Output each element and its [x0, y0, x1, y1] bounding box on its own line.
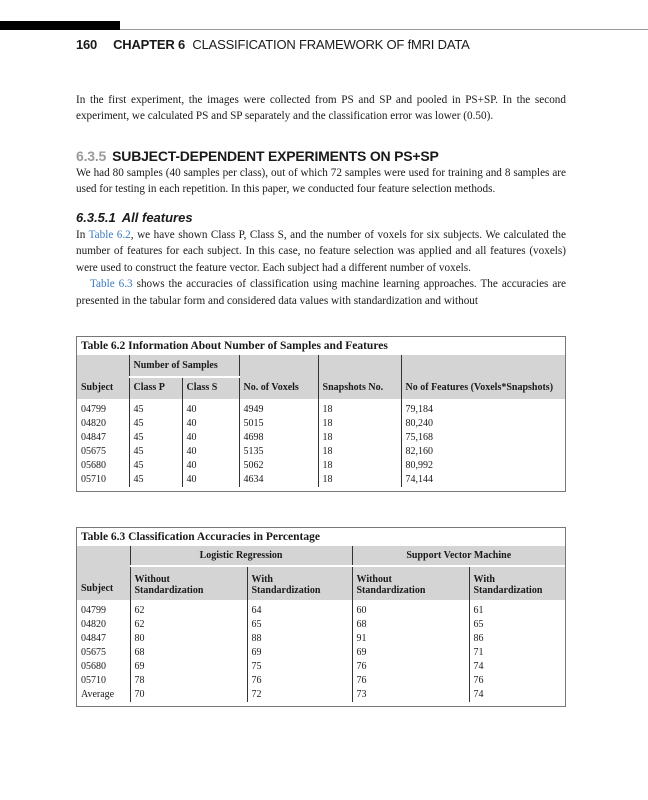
col-header-subject: Subject [77, 546, 130, 600]
table-cell: Average [81, 689, 115, 700]
table-cell: 74 [469, 660, 565, 674]
table-cell: 45 [129, 445, 182, 459]
table-cell: 18 [318, 417, 401, 431]
table-caption: Table 6.2 Information About Number of Samples and Features [81, 340, 388, 352]
table-row [77, 632, 565, 646]
paragraph-2: We had 80 samples (40 samples per class), out of which 72 samples were used for training and 8 samples are used for testing in each repetition. In this paper, we conducted four feature selection methods. [76, 167, 566, 196]
header-line: Without [356, 574, 392, 585]
table-row [77, 674, 565, 688]
table-cell: 05675 [81, 446, 106, 457]
table-cell: 04820 [81, 619, 106, 630]
paragraph-3 [76, 227, 566, 309]
table-cell: 62 [130, 600, 247, 618]
table-cell: 72 [247, 688, 352, 702]
chapter-label: CHAPTER 6 [113, 37, 185, 52]
header-line: With [251, 574, 273, 585]
section-number: 6.3.5 [76, 148, 107, 164]
table-cell: 05680 [81, 661, 106, 672]
header-line: Standardization [473, 585, 543, 596]
table-cell: 05680 [81, 460, 106, 471]
table-cell: 04820 [81, 418, 106, 429]
table-row [77, 646, 565, 660]
table-row [77, 399, 565, 417]
table-cell: 05675 [81, 647, 106, 658]
table-cell: 80,992 [401, 459, 565, 473]
paragraph-1: In the first experiment, the images were collected from PS and SP and pooled in PS+SP. In the second experiment, we calculated PS and SP separately and the classification error was lower (0.50). [76, 94, 566, 123]
table-cell: 40 [182, 399, 239, 417]
table-cell: 65 [247, 618, 352, 632]
table-cell: 40 [182, 445, 239, 459]
table-cell: 64 [247, 600, 352, 618]
table-row [77, 431, 565, 445]
table-6-3 [76, 527, 566, 707]
text: shows the accuracies of classification using machine learning approaches. The accuracies are presented in the tabular form and considered data values with standardization and without [76, 278, 567, 307]
table-cell: 69 [352, 646, 469, 660]
table-cell: 18 [318, 445, 401, 459]
table-cell: 05710 [81, 474, 106, 485]
col-header-class-p: Class P [129, 377, 182, 399]
running-header [76, 37, 470, 52]
table-cell: 82,160 [401, 445, 565, 459]
table-cell: 40 [182, 417, 239, 431]
header-line: Standardization [251, 585, 321, 596]
table-cell: 45 [129, 399, 182, 417]
table-cell: 60 [352, 600, 469, 618]
table-cell: 18 [318, 473, 401, 487]
table-cell: 91 [352, 632, 469, 646]
table-cell: 78 [130, 674, 247, 688]
table-cell: 4634 [239, 473, 318, 487]
col-header-without-standardization [352, 566, 469, 600]
table-6-2-link[interactable]: Table 6.2 [88, 229, 131, 241]
table-cell: 4698 [239, 431, 318, 445]
table-row [77, 660, 565, 674]
subsection-number: 6.3.5.1 [76, 210, 116, 225]
col-header-voxels: No. of Voxels [239, 355, 318, 399]
text: In [76, 229, 89, 241]
table-cell: 79,184 [401, 399, 565, 417]
table-cell: 45 [129, 459, 182, 473]
col-header-with-standardization [247, 566, 352, 600]
table-cell: 76 [352, 674, 469, 688]
col-header-subject: Subject [77, 355, 129, 399]
chapter-title: CLASSIFICATION FRAMEWORK OF fMRI DATA [192, 37, 470, 52]
text: , we have shown Class P, Class S, and the number of voxels for six subjects. We calculated the number of features for each subject. In this case, no feature selection was applied and all features (voxels) were used to construct the feature vector. Each subject had a different number of voxels. [76, 229, 566, 274]
table-cell: 69 [247, 646, 352, 660]
header-line: Standardization [134, 585, 204, 596]
table-cell: 70 [130, 688, 247, 702]
table-cell: 45 [129, 417, 182, 431]
section-heading [76, 148, 439, 164]
table-cell: 68 [130, 646, 247, 660]
table-cell: 40 [182, 431, 239, 445]
table-row [77, 618, 565, 632]
table-cell: 04799 [81, 605, 106, 616]
table-cell: 4949 [239, 399, 318, 417]
table-row [77, 473, 565, 487]
header-line: With [473, 574, 495, 585]
table-cell: 74,144 [401, 473, 565, 487]
table-cell: 76 [469, 674, 565, 688]
col-header-without-standardization [130, 566, 247, 600]
header-rule [120, 29, 648, 30]
subsection-title: All features [121, 210, 193, 225]
table-cell: 76 [247, 674, 352, 688]
table-caption: Table 6.3 Classification Accuracies in Percentage [81, 531, 320, 543]
group-header-samples: Number of Samples [129, 355, 239, 377]
table-cell: 73 [352, 688, 469, 702]
table-cell: 5015 [239, 417, 318, 431]
table-cell: 40 [182, 473, 239, 487]
table-cell: 61 [469, 600, 565, 618]
header-line: Standardization [356, 585, 426, 596]
table-cell: 04847 [81, 432, 106, 443]
table-cell: 69 [130, 660, 247, 674]
table-cell: 75 [247, 660, 352, 674]
group-header-logistic-regression: Logistic Regression [130, 546, 352, 566]
page-number: 160 [76, 37, 98, 52]
table-cell: 18 [318, 459, 401, 473]
table-row [77, 600, 565, 618]
table-cell: 04847 [81, 633, 106, 644]
table-row [77, 417, 565, 431]
section-title: SUBJECT-DEPENDENT EXPERIMENTS ON PS+SP [112, 148, 439, 164]
table-cell: 86 [469, 632, 565, 646]
col-header-class-s: Class S [182, 377, 239, 399]
table-row [77, 459, 565, 473]
header-line: Without [134, 574, 170, 585]
table-cell: 5135 [239, 445, 318, 459]
table-cell: 5062 [239, 459, 318, 473]
table-row [77, 688, 565, 702]
table-cell: 45 [129, 431, 182, 445]
col-header-with-standardization [469, 566, 565, 600]
table-row [77, 445, 565, 459]
group-header-svm: Support Vector Machine [352, 546, 565, 566]
col-header-snapshots: Snapshots No. [318, 355, 401, 399]
subsection-heading [76, 210, 193, 225]
header-bar [0, 21, 120, 30]
table-6-2 [76, 336, 566, 492]
table-cell: 45 [129, 473, 182, 487]
table-cell: 80,240 [401, 417, 565, 431]
table-cell: 40 [182, 459, 239, 473]
table-cell: 65 [469, 618, 565, 632]
table-cell: 18 [318, 399, 401, 417]
table-cell: 68 [352, 618, 469, 632]
table-cell: 76 [352, 660, 469, 674]
table-cell: 05710 [81, 675, 106, 686]
table-cell: 88 [247, 632, 352, 646]
table-cell: 18 [318, 431, 401, 445]
table-cell: 71 [469, 646, 565, 660]
col-header-features: No of Features (Voxels*Snapshots) [401, 355, 565, 399]
table-6-3-link[interactable]: Table 6.3 [90, 278, 133, 291]
table-cell: 74 [469, 688, 565, 702]
table-cell: 75,168 [401, 431, 565, 445]
table-cell: 04799 [81, 404, 106, 415]
table-cell: 80 [130, 632, 247, 646]
table-cell: 62 [130, 618, 247, 632]
